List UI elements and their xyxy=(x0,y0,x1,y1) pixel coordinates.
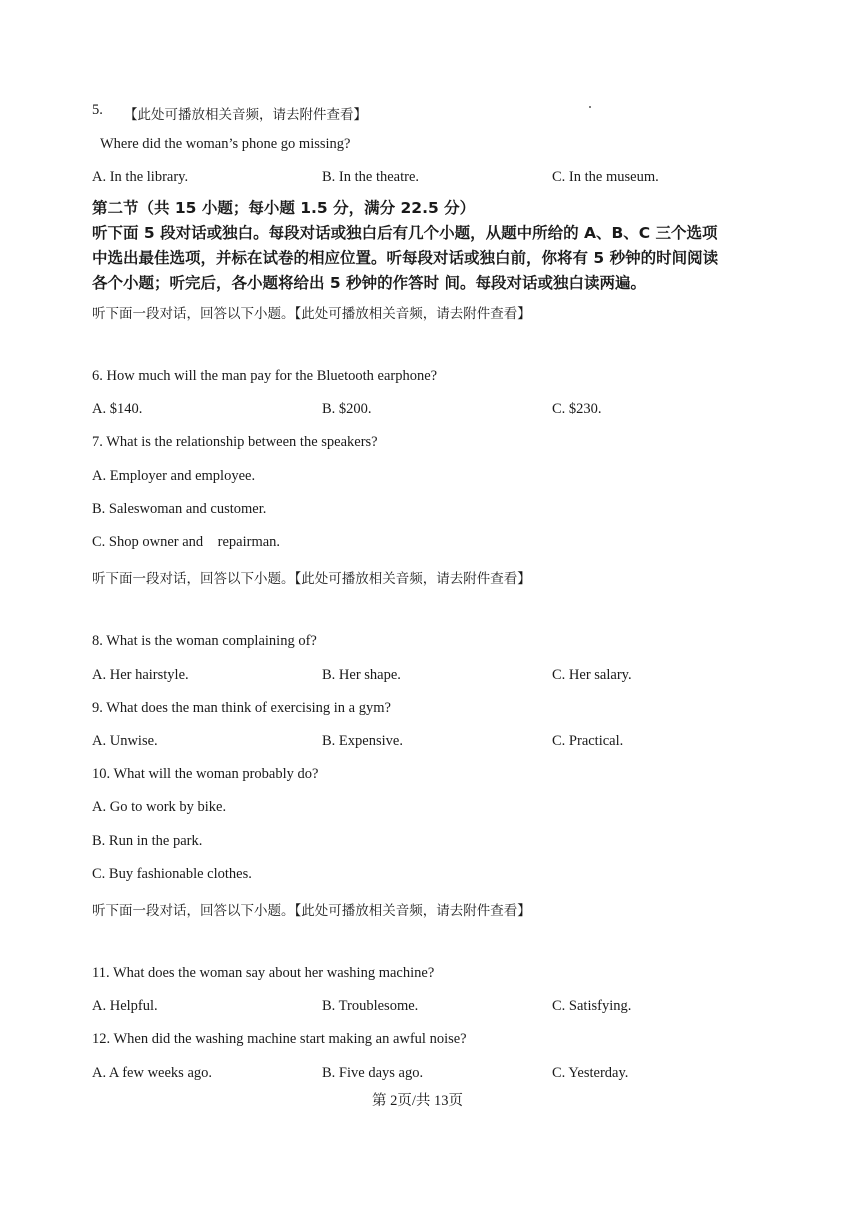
q12-question: 12. When did the washing machine start making an awful noise? xyxy=(92,1031,467,1047)
q8-option-a: A. Her hairstyle. xyxy=(92,667,189,683)
q7-option-b: B. Saleswoman and customer. xyxy=(92,501,267,517)
q7-option-a: A. Employer and employee. xyxy=(92,468,256,484)
q5-option-b: B. In the theatre. xyxy=(322,169,420,185)
q10-option-c: C. Buy fashionable clothes. xyxy=(92,866,252,882)
page-number: 第 2页/共 13页 xyxy=(372,1093,464,1109)
q5-audio-note: 【此处可播放相关音频，请去附件查看】 xyxy=(124,107,367,123)
q11-option-b: B. Troublesome. xyxy=(322,998,419,1014)
q12-option-a: A. A few weeks ago. xyxy=(92,1065,213,1081)
q5-question: Where did the woman’s phone go missing? xyxy=(100,136,351,152)
q8-question: 8. What is the woman complaining of? xyxy=(92,633,317,649)
q7-option-c: C. Shop owner and repairman. xyxy=(92,534,281,550)
q5-option-c: C. In the museum. xyxy=(552,169,659,185)
q11-question: 11. What does the woman say about her washing machine? xyxy=(92,965,435,981)
q7-question: 7. What is the relationship between the speakers? xyxy=(92,434,378,450)
section2-instructions-line1: 听下面 5 段对话或独白。每段对话或独白后有几个小题，从题中所给的 A、B、C 三个选项 xyxy=(92,224,718,242)
dialogue-note-2: 听下面一段对话，回答以下小题。【此处可播放相关音频，请去附件查看】 xyxy=(92,571,531,587)
dialogue-note-3: 听下面一段对话，回答以下小题。【此处可播放相关音频，请去附件查看】 xyxy=(92,903,531,919)
section2-instructions-line2: 中选出最佳选项，并标在试卷的相应位置。听每段对话或独白前，你将有 5 秒钟的时间阅读 xyxy=(92,249,719,267)
q6-option-b: B. $200. xyxy=(322,401,372,417)
q5-option-a: A. In the library. xyxy=(92,169,189,185)
q11-option-a: A. Helpful. xyxy=(92,998,158,1014)
q6-option-a: A. $140. xyxy=(92,401,143,417)
q10-option-b: B. Run in the park. xyxy=(92,833,203,849)
q9-option-a: A. Unwise. xyxy=(92,733,158,749)
q10-question: 10. What will the woman probably do? xyxy=(92,766,319,782)
q12-option-b: B. Five days ago. xyxy=(322,1065,424,1081)
dialogue-note-1: 听下面一段对话，回答以下小题。【此处可播放相关音频，请去附件查看】 xyxy=(92,306,531,322)
q11-option-c: C. Satisfying. xyxy=(552,998,632,1014)
q10-option-a: A. Go to work by bike. xyxy=(92,799,227,815)
q9-option-c: C. Practical. xyxy=(552,733,624,749)
q9-option-b: B. Expensive. xyxy=(322,733,403,749)
q8-option-c: C. Her salary. xyxy=(552,667,632,683)
q6-question: 6. How much will the man pay for the Bluetooth earphone? xyxy=(92,368,438,384)
q8-option-b: B. Her shape. xyxy=(322,667,401,683)
q9-question: 9. What does the man think of exercising in a gym? xyxy=(92,700,391,716)
section2-instructions-line3: 各个小题；听完后，各小题将给出 5 秒钟的作答时 间。每段对话或独白读两遍。 xyxy=(92,274,646,292)
q5-number: 5. xyxy=(92,102,103,118)
scan-dot xyxy=(589,106,591,108)
q12-option-c: C. Yesterday. xyxy=(552,1065,629,1081)
q6-option-c: C. $230. xyxy=(552,401,602,417)
section2-heading: 第二节（共 15 小题；每小题 1.5 分，满分 22.5 分） xyxy=(92,199,476,217)
